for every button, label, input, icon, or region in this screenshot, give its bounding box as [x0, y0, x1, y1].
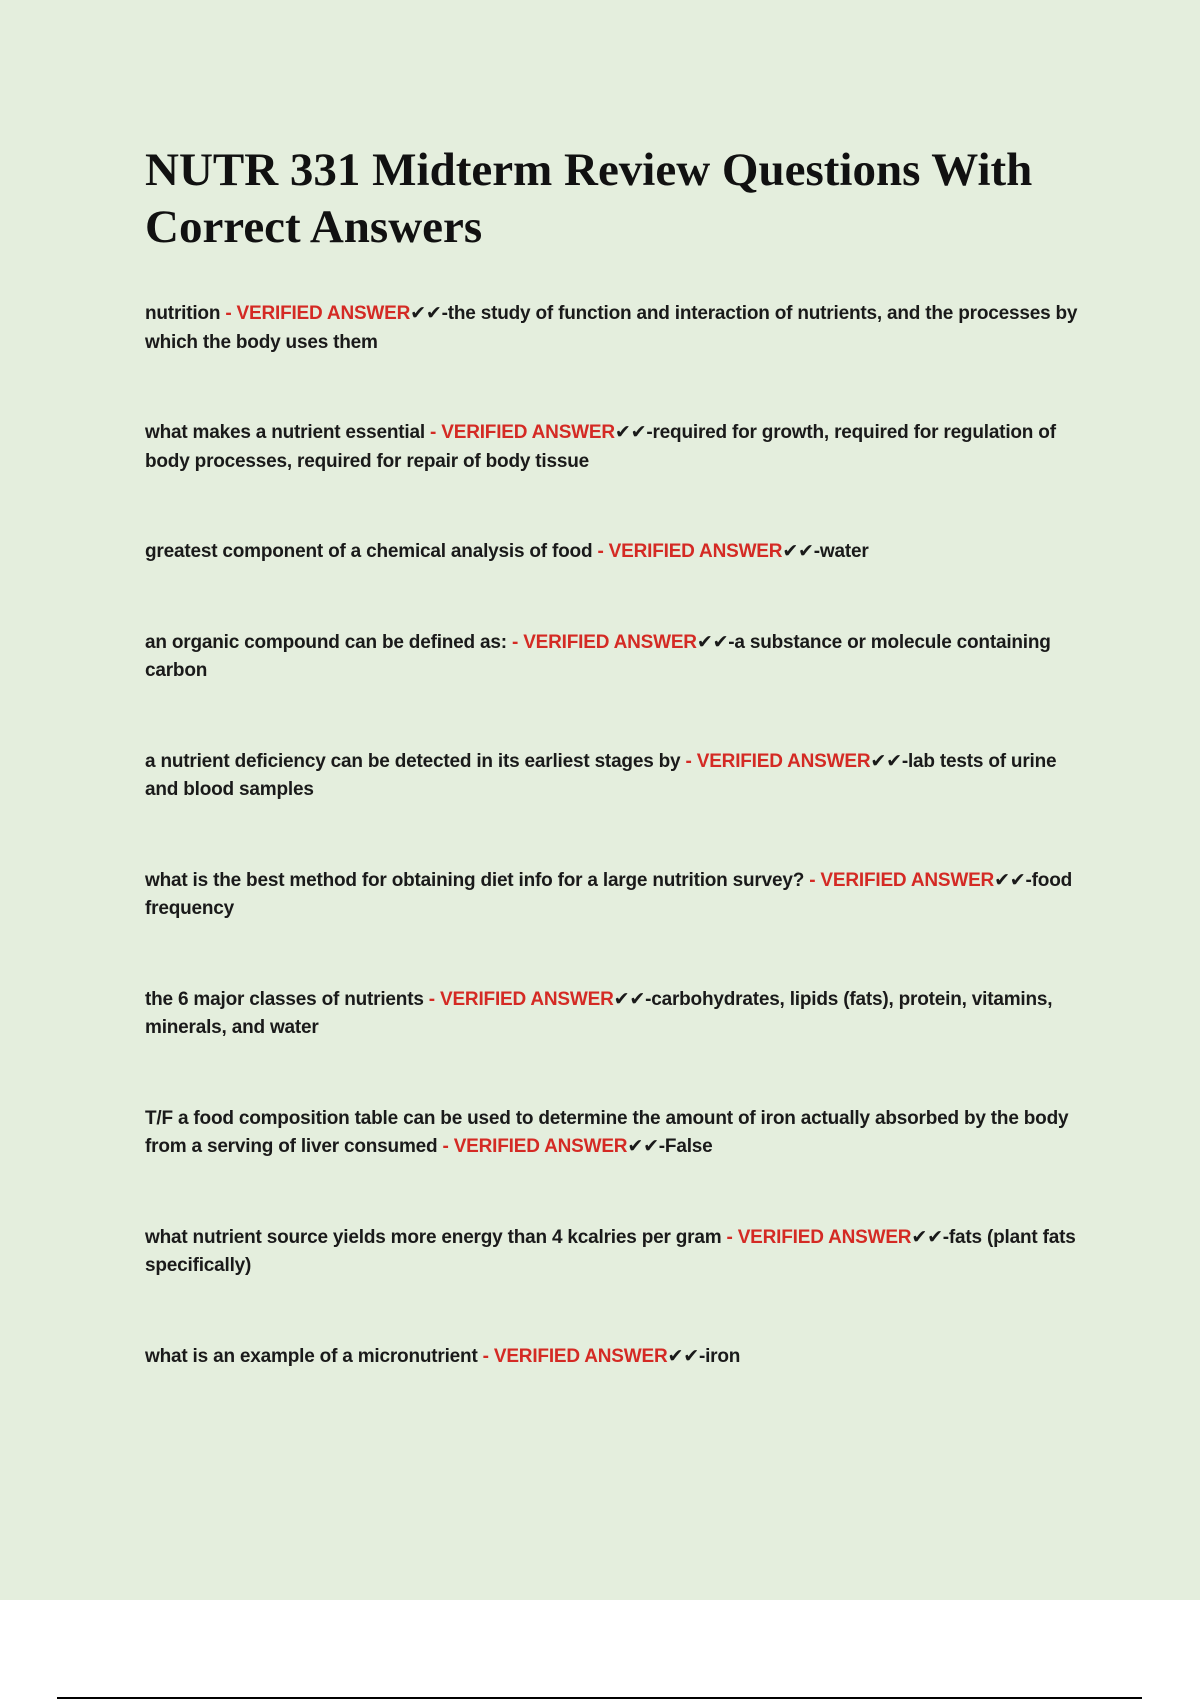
verified-answer-label: - VERIFIED ANSWER — [804, 869, 995, 891]
question-text: what nutrient source yields more energy than 4 kcalries per gram — [145, 1226, 722, 1248]
question-text: what is an example of a micronutrient — [145, 1345, 478, 1367]
checkmark-icon: ✔✔ — [911, 1226, 943, 1248]
question-text: what is the best method for obtaining diet info for a large nutrition survey? — [145, 869, 805, 891]
answer-text: -required for growth, required for regulation of body processes, required for repair of body tissue — [145, 422, 1056, 472]
qa-list — [145, 300, 1090, 1371]
qa-item — [145, 748, 1090, 805]
checkmark-icon: ✔✔ — [613, 988, 646, 1010]
question-text: nutrition — [145, 303, 221, 324]
question-text: an organic compound can be defined as: — [145, 631, 507, 653]
qa-item — [145, 986, 1090, 1043]
qa-item — [145, 867, 1090, 924]
checkmark-icon: ✔✔ — [614, 422, 647, 443]
checkmark-icon: ✔✔ — [782, 541, 814, 562]
verified-answer-label: - VERIFIED ANSWER — [506, 631, 697, 653]
qa-item — [145, 419, 1090, 476]
question-text: what makes a nutrient essential — [145, 422, 425, 443]
verified-answer-label: - VERIFIED ANSWER — [423, 988, 614, 1010]
checkmark-icon: ✔✔ — [627, 1136, 659, 1157]
verified-answer-label: - VERIFIED ANSWER — [592, 541, 783, 562]
question-text: the 6 major classes of nutrients — [145, 988, 424, 1010]
document-title: NUTR 331 Midterm Review Questions With Correct Answers — [145, 144, 1033, 253]
answer-text: -lab tests of urine and blood samples — [145, 750, 1057, 800]
verified-answer-label: - VERIFIED ANSWER — [424, 422, 615, 443]
qa-item — [145, 1343, 1090, 1372]
answer-text: -carbohydrates, lipids (fats), protein, vitamins, minerals, and water — [145, 988, 1053, 1038]
checkmark-icon: ✔✔ — [410, 303, 442, 324]
qa-item — [145, 629, 1090, 686]
verified-answer-label: - VERIFIED ANSWER — [680, 750, 871, 772]
qa-item — [145, 300, 1090, 357]
question-text: T/F a food composition table can be used to determine the amount of iron actually absorbed by the body from a serving of liver consumed — [145, 1107, 1069, 1157]
answer-text: -water — [813, 541, 869, 562]
document-content — [145, 142, 1090, 1433]
verified-answer-label: - VERIFIED ANSWER — [220, 303, 411, 324]
verified-answer-label: - VERIFIED ANSWER — [437, 1136, 628, 1157]
page-divider — [57, 1697, 1142, 1699]
checkmark-icon: ✔✔ — [994, 869, 1026, 891]
answer-text: -the study of function and interaction of nutrients, and the processes by which the body uses them — [145, 303, 1078, 353]
question-text: greatest component of a chemical analysis of food — [145, 541, 593, 562]
answer-text: -food frequency — [145, 869, 1073, 919]
verified-answer-label: - VERIFIED ANSWER — [721, 1226, 912, 1248]
checkmark-icon: ✔✔ — [696, 631, 729, 653]
qa-item — [145, 538, 1090, 567]
answer-text: -fats (plant fats specifically) — [145, 1226, 1076, 1276]
checkmark-icon: ✔✔ — [667, 1345, 699, 1367]
checkmark-icon: ✔✔ — [870, 750, 902, 772]
qa-item — [145, 1224, 1090, 1281]
answer-text: -a substance or molecule containing carbon — [145, 631, 1051, 681]
question-text: a nutrient deficiency can be detected in its earliest stages by — [145, 750, 681, 772]
answer-text: -iron — [698, 1345, 741, 1367]
verified-answer-label: - VERIFIED ANSWER — [477, 1345, 668, 1367]
qa-item — [145, 1105, 1090, 1162]
answer-text: -False — [658, 1136, 713, 1157]
